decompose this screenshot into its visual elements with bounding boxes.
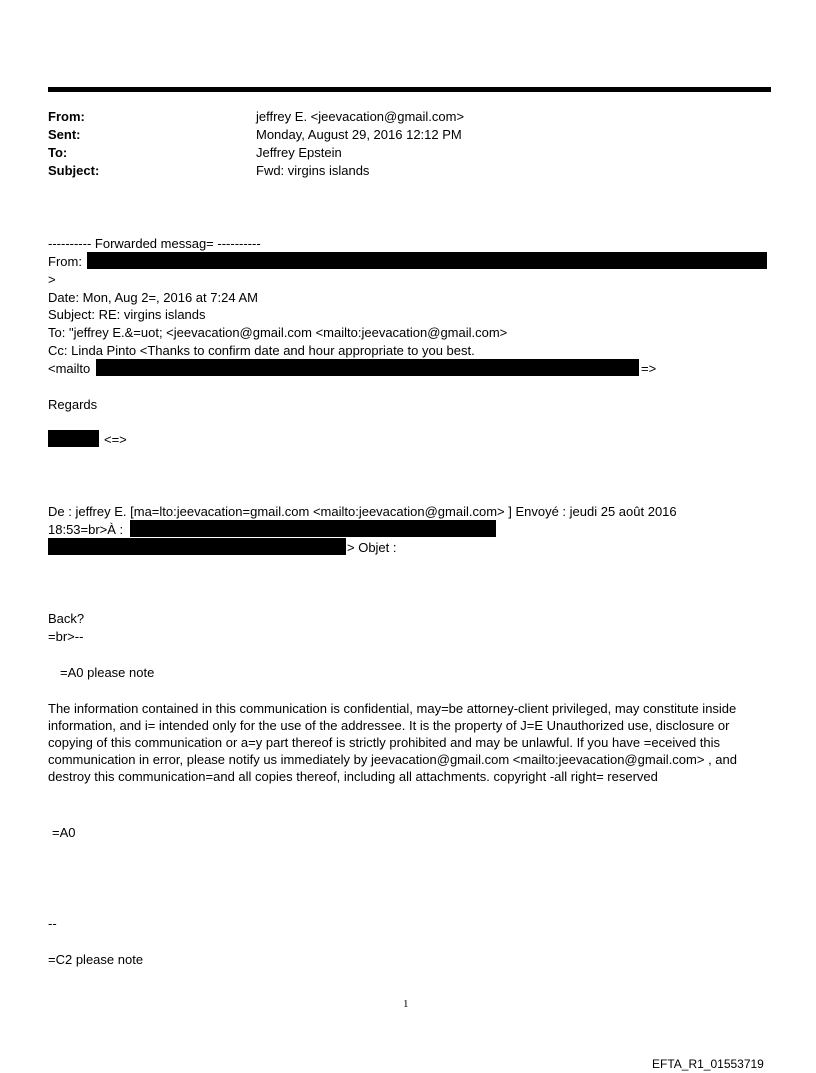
- forward-regards: Regards: [48, 397, 98, 412]
- forward-from-label: From:: [48, 254, 82, 269]
- forward-mailto-prefix: <mailto: [48, 361, 91, 376]
- from-label: From:: [48, 109, 85, 124]
- body-a0: =A0: [52, 825, 76, 840]
- to-label: To:: [48, 145, 68, 160]
- signature-suffix: <=>: [104, 432, 127, 447]
- forward-subject: Subject: RE: virgins islands: [48, 307, 206, 322]
- confidentiality-disclaimer: The information contained in this communication is confidential, may=be attorney-client privileged, may constitute inside information, and i= intended only for the use of the addressee. It is the property of J=E Unauthorized use, disclosure or copying of this communication or a=y part thereof is strictly prohibited and may be unlawful. If you have =eceived this communication in error, please notify us immediately by jeevacation@gmail.com <mailto:jeevacation@gmail.com> , and destroy this communication=and all copies thereof, including all attachments. copyright -all right= reserved: [48, 701, 737, 784]
- email-header: [48, 108, 748, 180]
- forward-date: Date: Mon, Aug 2=, 2016 at 7:24 AM: [48, 290, 258, 305]
- forward-mailto-suffix: =>: [641, 361, 657, 376]
- sent-label: Sent:: [48, 127, 81, 142]
- subject-label: Subject:: [48, 163, 100, 178]
- body-dashes: --: [48, 916, 57, 931]
- header-subject-row: [48, 162, 748, 180]
- quoted-line-1: De : jeffrey E. [ma=lto:jeevacation=gmail.com <mailto:jeevacation@gmail.com> ] Envoyé : jeudi 25 août 2016: [48, 504, 677, 519]
- redaction-bar: [96, 359, 639, 376]
- body-br: =br>--: [48, 629, 84, 644]
- forward-separator: ---------- Forwarded messag= ----------: [48, 236, 261, 251]
- sent-value: Monday, August 29, 2016 12:12 PM: [256, 127, 462, 142]
- header-from-row: [48, 108, 748, 126]
- forward-cc: Cc: Linda Pinto <Thanks to confirm date and hour appropriate to you best.: [48, 343, 475, 358]
- body-note-2: =C2 please note: [48, 952, 144, 967]
- forward-to: To: "jeffrey E.&=uot; <jeevacation@gmail.com <mailto:jeevacation@gmail.com>: [48, 325, 508, 340]
- body-back: Back?: [48, 611, 85, 626]
- redaction-bar: [48, 430, 99, 447]
- header-to-row: [48, 144, 748, 162]
- page-number: 1: [403, 998, 409, 1010]
- quoted-objet: > Objet :: [347, 540, 397, 555]
- quoted-line-2: 18:53=br>À :: [48, 522, 124, 537]
- redaction-bar: [87, 252, 767, 269]
- bates-number: EFTA_R1_01553719: [652, 1057, 764, 1071]
- subject-value: Fwd: virgins islands: [256, 163, 370, 178]
- to-value: Jeffrey Epstein: [256, 145, 342, 160]
- redaction-bar: [48, 538, 346, 555]
- body-note-1: =A0 please note: [60, 665, 155, 680]
- forward-gt: >: [48, 272, 56, 287]
- header-rule: [48, 87, 771, 92]
- redaction-bar: [130, 520, 496, 537]
- header-sent-row: [48, 126, 748, 144]
- from-value: jeffrey E. <jeevacation@gmail.com>: [256, 109, 465, 124]
